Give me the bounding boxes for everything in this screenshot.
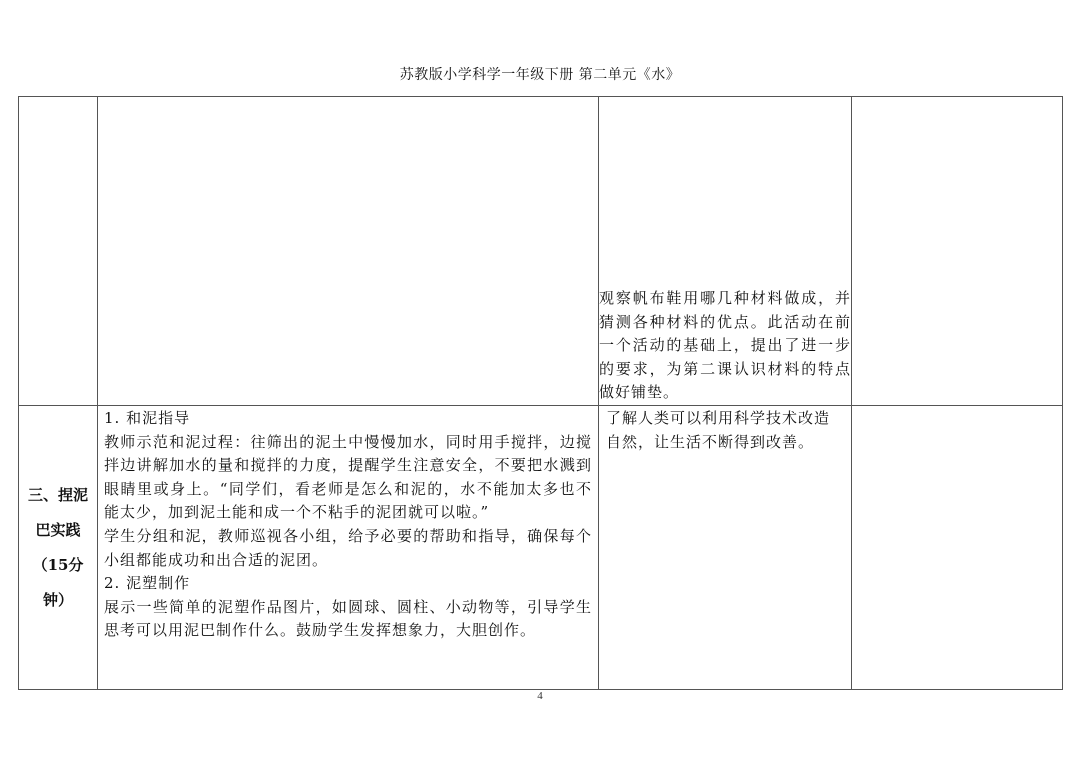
step1-demo-text: 教师示范和泥过程：往筛出的泥土中慢慢加水，同时用手搅拌，边搅拌边讲解加水的量和搅拌的力度，提醒学生注意安全，不要把水溅到眼睛里或身上。“同学们，看老师是怎么和泥的，水不能加太多也不能太少，加到泥土能和成一个不粘手的泥团就可以啦。”	[104, 432, 592, 522]
table-row	[19, 406, 1063, 690]
remarks-cell-empty	[852, 97, 1063, 406]
page-header-title: 苏教版小学科学一年级下册 第二单元《水》	[399, 67, 681, 83]
design-intent-cell	[599, 97, 852, 406]
table-row	[19, 97, 1063, 406]
design-intent-cell	[599, 406, 852, 690]
step2-heading: 2. 泥塑制作	[104, 574, 191, 593]
teaching-content-cell	[98, 406, 599, 690]
lesson-plan-table	[18, 96, 1063, 690]
step1-group-text: 学生分组和泥，教师巡视各小组，给予必要的帮助和指导，确保每个小组都能成功和出合适的泥团。	[104, 526, 592, 569]
step1-heading: 1. 和泥指导	[104, 409, 191, 427]
content-cell-empty	[98, 97, 599, 406]
stage-cell-empty	[19, 97, 98, 406]
stage-label: 三、捏泥巴实践（15分钟）	[27, 485, 88, 609]
stage-cell	[19, 406, 98, 690]
remarks-cell-empty	[852, 406, 1063, 690]
page-number: 4	[537, 690, 543, 702]
step2-text: 展示一些简单的泥塑作品图片，如圆球、圆柱、小动物等，引导学生思考可以用泥巴制作什么。鼓励学生发挥想象力，大胆创作。	[104, 597, 592, 640]
design-intent-text: 观察帆布鞋用哪几种材料做成，并猜测各种材料的优点。此活动在前一个活动的基础上，提出了进一步的要求，为第二课认识材料的特点做好铺垫。	[599, 289, 851, 402]
design-intent-text: 了解人类可以利用科学技术改造自然，让生活不断得到改善。	[606, 409, 831, 451]
